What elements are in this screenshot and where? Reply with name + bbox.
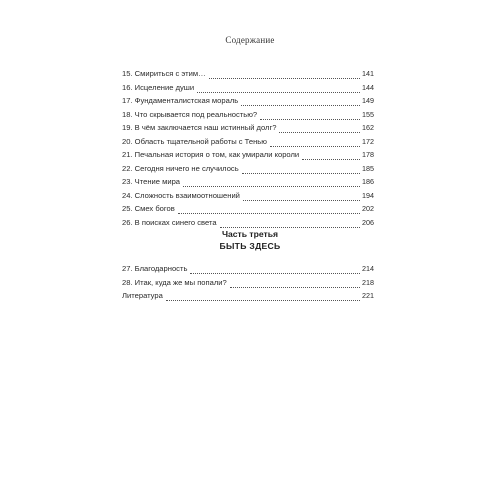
toc-entry-page: 155 bbox=[362, 109, 374, 119]
toc-entry-23[interactable] bbox=[122, 177, 374, 191]
dot-leader bbox=[270, 140, 360, 147]
toc-entry-24[interactable] bbox=[122, 191, 374, 205]
toc-entry-page: 144 bbox=[362, 82, 374, 92]
dot-leader bbox=[260, 113, 360, 120]
toc-entry-title: 20. Область тщательной работы с Тенью bbox=[122, 136, 267, 146]
toc-entry-page: 202 bbox=[362, 204, 374, 213]
toc-entry-page: 186 bbox=[362, 177, 374, 186]
toc-entry-page: 141 bbox=[362, 69, 374, 78]
toc-entry-title: 27. Благодарность bbox=[122, 264, 188, 273]
toc-entry-page: 206 bbox=[362, 217, 374, 227]
toc-entry-19[interactable] bbox=[122, 123, 374, 137]
toc-entry-16[interactable] bbox=[122, 83, 374, 97]
toc-entry-title: 17. Фундаменталистская мораль bbox=[122, 96, 239, 105]
toc-entry-page: 185 bbox=[362, 163, 374, 173]
dot-leader bbox=[302, 153, 360, 160]
toc-entry-20[interactable] bbox=[122, 137, 374, 151]
toc-entry-title: 18. Что скрывается под реальностью? bbox=[122, 109, 258, 119]
toc-entry-title: 26. В поисках синего света bbox=[122, 217, 217, 227]
part-label: Часть третья bbox=[221, 229, 279, 239]
dot-leader bbox=[279, 126, 360, 133]
toc-entry-page: 172 bbox=[362, 136, 374, 146]
toc-entry-page: 162 bbox=[362, 123, 374, 132]
toc-entry-15[interactable] bbox=[122, 69, 374, 83]
toc-entry-page: 194 bbox=[362, 190, 374, 200]
toc-list-part-two bbox=[122, 69, 374, 231]
toc-entry-21[interactable] bbox=[122, 150, 374, 164]
toc-entry-page: 221 bbox=[362, 291, 374, 300]
dot-leader bbox=[243, 194, 360, 201]
toc-entry-title: Литература bbox=[122, 291, 163, 300]
toc-entry-17[interactable] bbox=[122, 96, 374, 110]
toc-entry-title: 25. Смех богов bbox=[122, 204, 175, 213]
toc-entry-page: 178 bbox=[362, 150, 374, 159]
toc-entry-28[interactable] bbox=[122, 278, 374, 292]
toc-entry-page: 149 bbox=[362, 96, 374, 105]
toc-entry-literature[interactable] bbox=[122, 291, 374, 305]
toc-entry-title: 22. Сегодня ничего не случилось bbox=[122, 163, 239, 173]
toc-entry-title: 16. Исцеление души bbox=[122, 82, 195, 92]
toc-entry-page: 214 bbox=[362, 264, 374, 273]
part-heading bbox=[0, 228, 500, 252]
dot-leader bbox=[197, 86, 360, 93]
toc-entry-27[interactable] bbox=[122, 264, 374, 278]
dot-leader bbox=[178, 207, 360, 214]
toc-entry-title: 28. Итак, куда же мы попали? bbox=[122, 277, 227, 287]
dot-leader bbox=[183, 180, 360, 187]
dot-leader bbox=[241, 99, 360, 106]
dot-leader bbox=[220, 221, 360, 228]
dot-leader bbox=[166, 294, 360, 301]
dot-leader bbox=[190, 267, 360, 274]
toc-entry-18[interactable] bbox=[122, 110, 374, 124]
dot-leader bbox=[230, 281, 360, 288]
toc-entry-title: 21. Печальная история о том, как умирали короли bbox=[122, 150, 300, 159]
toc-entry-title: 23. Чтение мира bbox=[122, 177, 181, 186]
toc-entry-title: 19. В чём заключается наш истинный долг? bbox=[122, 123, 277, 132]
dot-leader bbox=[242, 167, 360, 174]
toc-entry-22[interactable] bbox=[122, 164, 374, 178]
part-title: БЫТЬ ЗДЕСЬ bbox=[219, 241, 281, 251]
toc-entry-25[interactable] bbox=[122, 204, 374, 218]
toc-entry-page: 218 bbox=[362, 277, 374, 287]
page-title: Содержание bbox=[225, 35, 275, 45]
toc-list-part-three bbox=[122, 264, 374, 305]
toc-entry-title: 24. Сложность взаимоотношений bbox=[122, 190, 240, 200]
dot-leader bbox=[209, 72, 360, 79]
toc-entry-title: 15. Смириться с этим… bbox=[122, 69, 206, 78]
